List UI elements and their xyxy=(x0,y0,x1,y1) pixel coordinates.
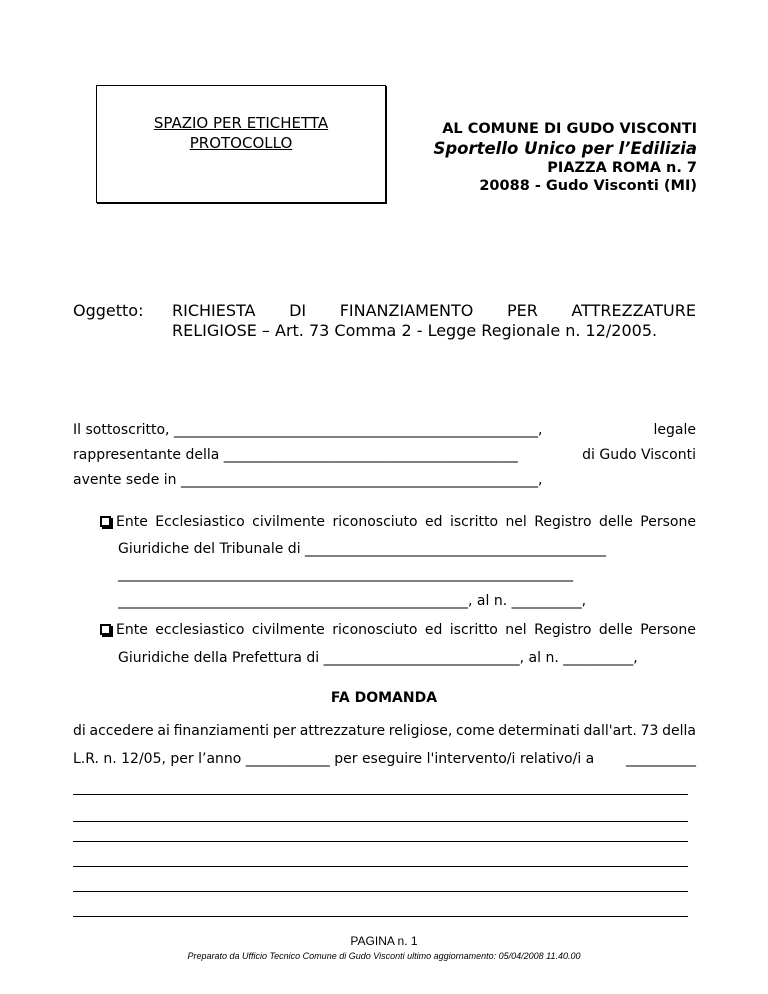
option-word: riconosciuto xyxy=(332,622,418,638)
subject-word: FINANZIAMENTO xyxy=(339,301,474,320)
request-word: come xyxy=(456,723,495,739)
entity-name-field[interactable]: rappresentante della __________________________________________ xyxy=(73,447,518,463)
option-word: delle xyxy=(598,514,633,530)
option2-checkbox[interactable] xyxy=(100,624,111,635)
blank-line[interactable] xyxy=(73,820,688,822)
subject-word: RICHIESTA xyxy=(172,301,256,320)
subject-word: DI xyxy=(289,301,307,320)
option-word: Registro xyxy=(534,514,592,530)
option-word: ecclesiastico xyxy=(155,622,245,638)
option1-checkbox[interactable] xyxy=(100,516,111,527)
request-word: dall'art. xyxy=(583,723,637,739)
option-word: Persone xyxy=(640,514,696,530)
blank-line[interactable] xyxy=(73,865,688,867)
seat-field[interactable]: avente sede in ___________________________________________________, xyxy=(73,472,543,488)
protocol-box-line1: SPAZIO PER ETICHETTA xyxy=(153,114,329,132)
intervention-field[interactable]: __________ xyxy=(626,751,696,767)
option-word: Persone xyxy=(640,622,696,638)
option-word: Registro xyxy=(534,622,592,638)
request-word: della xyxy=(662,723,696,739)
request-word: per xyxy=(272,723,297,739)
request-word: 73 xyxy=(640,723,659,739)
blank-line[interactable] xyxy=(73,793,688,795)
option-word: ed xyxy=(424,622,443,638)
option-word: Ente xyxy=(116,514,148,530)
tribunal-field[interactable]: Giuridiche del Tribunale di ___________________________________________ xyxy=(118,541,607,557)
request-line1 xyxy=(73,723,696,739)
option-word: civilmente xyxy=(252,514,326,530)
declarant-line1 xyxy=(73,422,696,438)
request-word: determinati xyxy=(498,723,580,739)
prefecture-field[interactable]: Giuridiche della Prefettura di ____________________________, al n. __________, xyxy=(118,650,638,666)
declarant-name-field[interactable]: Il sottoscritto, ____________________________________________________, xyxy=(73,422,543,438)
declarant-line2 xyxy=(73,447,696,463)
blank-line[interactable] xyxy=(73,840,688,842)
address-city: 20088 - Gudo Visconti (MI) xyxy=(479,178,697,194)
option-word: delle xyxy=(598,622,633,638)
option2-line1 xyxy=(100,622,696,638)
option-word: Ente xyxy=(116,622,148,638)
municipality-text: di Gudo Visconti xyxy=(582,447,696,463)
request-word: religiose, xyxy=(388,723,453,739)
subject-line2: RELIGIOSE – Art. 73 Comma 2 - Legge Regionale n. 12/2005. xyxy=(172,321,658,340)
subject-label: Oggetto: xyxy=(73,301,144,320)
option-word: civilmente xyxy=(251,622,325,638)
request-word: attrezzature xyxy=(299,723,386,739)
address-recipient: AL COMUNE DI GUDO VISCONTI xyxy=(442,121,697,137)
footer-note: Preparato da Ufficio Tecnico Comune di Gudo Visconti ultimo aggiornamento: 05/04/2008 11.40.00 xyxy=(187,951,581,961)
year-field[interactable]: L.R. n. 12/05, per l’anno ____________ per eseguire l'intervento/i relativo/i a xyxy=(73,751,595,767)
declarant-legale: legale xyxy=(653,422,696,438)
request-line2 xyxy=(73,751,696,767)
option-word: ed xyxy=(425,514,443,530)
section-heading: FA DOMANDA xyxy=(330,690,438,706)
option-word: riconosciuto xyxy=(332,514,418,530)
tribunal-extra-field[interactable]: _________________________________________________________________ xyxy=(118,566,573,582)
blank-line[interactable] xyxy=(73,915,688,917)
protocol-box-line2: PROTOCOLLO xyxy=(189,134,293,152)
address-street: PIAZZA ROMA n. 7 xyxy=(547,160,697,176)
option-word: nel xyxy=(505,514,527,530)
option1-line1 xyxy=(100,514,696,530)
address-office: Sportello Unico per l’Edilizia xyxy=(433,139,697,158)
option-word: nel xyxy=(505,622,527,638)
option-word: iscritto xyxy=(449,514,499,530)
page-number: PAGINA n. 1 xyxy=(350,934,418,948)
tribunal-number-field[interactable]: __________________________________________________, al n. __________, xyxy=(118,593,587,609)
option-word: iscritto xyxy=(449,622,498,638)
subject-word: PER xyxy=(506,301,538,320)
option-word: Ecclesiastico xyxy=(155,514,245,530)
blank-line[interactable] xyxy=(73,890,688,892)
request-word: finanziamenti xyxy=(173,723,270,739)
request-word: accedere xyxy=(89,723,154,739)
subject-word: ATTREZZATURE xyxy=(571,301,696,320)
protocol-label-box xyxy=(96,85,386,203)
request-word: di xyxy=(73,723,86,739)
request-word: ai xyxy=(157,723,170,739)
subject-line1 xyxy=(172,301,696,320)
